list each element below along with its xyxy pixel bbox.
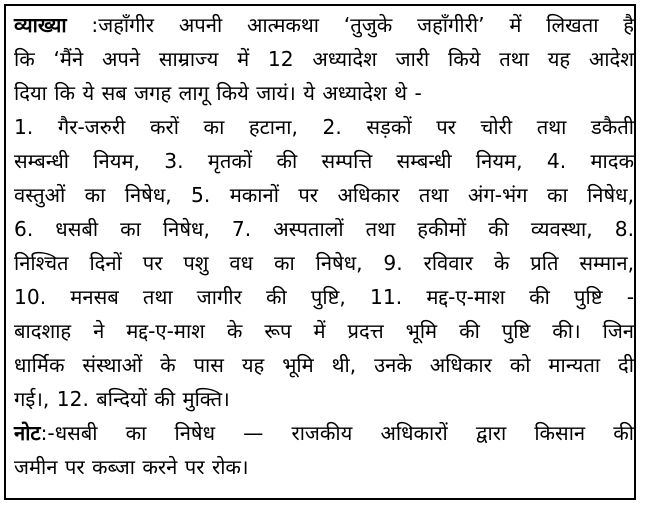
text-line-3: दिया कि ये सब जगह लागू किये जायं। ये अध्यादेश थे - (14, 81, 422, 105)
label-separator: : (66, 13, 99, 37)
text-line-6: वस्तुओं का निषेध, 5. मकानों पर अधिकार तथा अंग-भंग का निषेध, (14, 183, 634, 207)
text-line-1 (14, 8, 634, 42)
text-line-9: 10. मनसब तथा जागीर की पुष्टि, 11. मद्द-ए-माश की पुष्टि - (14, 285, 634, 309)
note-label: नोट (14, 421, 41, 445)
text-line-4: 1. गैर-जरुरी करों का हटाना, 2. सड़कों पर चोरी तथा डकैती (14, 115, 634, 139)
text-line-7: 6. धसबी का निषेध, 7. अस्पतालों तथा हकीमों की व्यवस्था, 8. (14, 217, 634, 241)
text-line-5: सम्बन्धी नियम, 3. मृतकों की सम्पत्ति सम्बन्धी नियम, 4. मादक (14, 149, 634, 173)
explanation-label: व्याख्या (14, 13, 67, 37)
text-line-14: जमीन पर कब्जा करने पर रोक। (14, 455, 249, 479)
text-line-11: धार्मिक संस्थाओं के पास यह भूमि थी, उनके अधिकार को मान्यता दी (14, 353, 634, 377)
text-line-8: निश्चित दिनों पर पशु वध का निषेध, 9. रविवार के प्रति सम्मान, (14, 251, 634, 275)
line-text: -धसबी का निषेध — राजकीय अधिकारों द्वारा किसान की (47, 421, 634, 445)
line-text: जहाँगीर अपनी आत्मकथा ‘तुजुके जहाँगीरी’ में लिखता है (98, 13, 634, 37)
text-line-13 (14, 416, 634, 450)
text-line-12: गई।, 12. बन्दियों की मुक्ति। (14, 387, 230, 411)
text-line-10: बादशाह ने मद्द-ए-माश के रूप में प्रदत्त भूमि की पुष्टि की। जिन (14, 319, 634, 343)
cropped-next-line (90, 503, 560, 510)
document-body (14, 8, 634, 484)
text-line-2: कि ‘मैंने अपने साम्राज्य में 12 अध्यादेश जारी किये तथा यह आदेश (14, 47, 634, 71)
label-separator: : (40, 421, 48, 445)
